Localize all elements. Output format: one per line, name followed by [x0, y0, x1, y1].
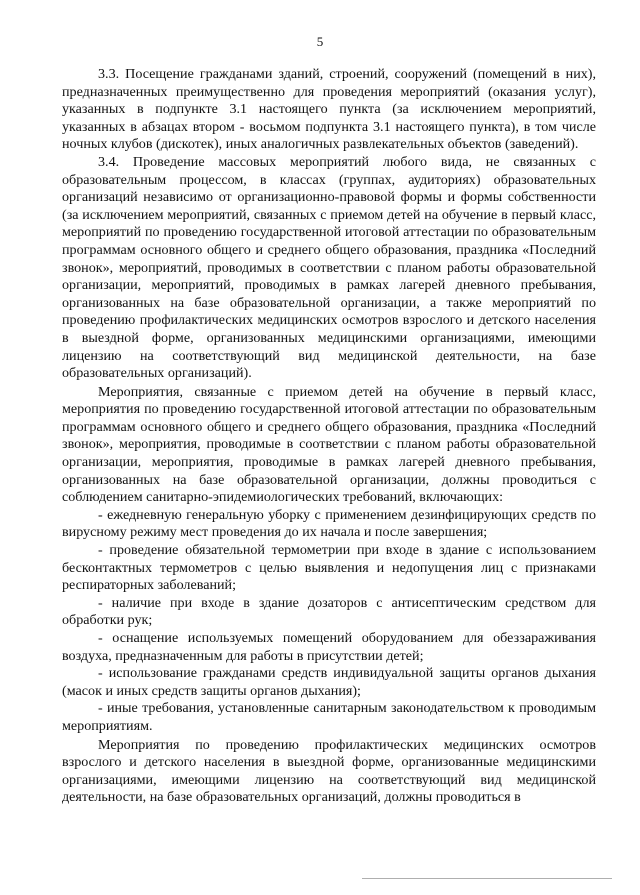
list-item-other-requirements: - иные требования, установленные санитарным законодательством к проводимым мероприятиям. [62, 700, 596, 734]
list-item-masks: - использование гражданами средств индивидуальной защиты органов дыхания (масок и иных средств защиты органов дыхания); [62, 665, 596, 699]
paragraph-medical-checkups: Мероприятия по проведению профилактических медицинских осмотров взрослого и детского населения в выездной форме, организованные медицинскими организациями, имеющими лицензию на соответствующий вид медицинской деятельности, на базе образовательных организаций, должны проводиться в [62, 736, 596, 806]
list-item-air-disinfection: - оснащение используемых помещений оборудованием для обеззараживания воздуха, предназначенным для работы в присутствии детей; [62, 630, 596, 664]
document-body [62, 66, 596, 807]
page-number: 5 [316, 34, 324, 49]
paragraph-3-4: 3.4. Проведение массовых мероприятий любого вида, не связанных с образовательным процессом, в классах (группах, аудиториях) образовательных организаций независимо от организационно-правовой формы и формы собственности (за исключением мероприятий, связанных с приемом детей на обучение в первый класс, мероприятий по проведению государственной итоговой аттестации по образовательным программам основного общего и среднего общего образования, праздника «Последний звонок», мероприятий, проводимых в соответствии с планом работы образовательной организации, мероприятий, проводимых в рамках лагерей дневного пребывания, организованных на базе образовательной организации, а также мероприятий по проведению профилактических медицинских осмотров взрослого и детского населения в выездной форме, организованных медицинскими организациями, имеющими лицензию на соответствующий вид медицинской деятельности, на базе образовательных организаций). [62, 153, 596, 382]
scan-edge-line [362, 878, 612, 879]
list-item-antiseptic-dispensers: - наличие при входе в здание дозаторов с антисептическим средством для обработки рук; [62, 594, 596, 629]
paragraph-3-3: 3.3. Посещение гражданами зданий, строений, сооружений (помещений в них), предназначенных преимущественно для проведения мероприятий (оказания услуг), указанных в подпункте 3.1 настоящего пункта (за исключением мероприятий, указанных в абзацах втором - восьмом подпункта 3.1 настоящего пункта), в том числе ночных клубов (дискотек), иных аналогичных развлекательных объектов (заведений). [62, 66, 596, 153]
list-item-daily-cleaning: - ежедневную генеральную уборку с применением дезинфицирующих средств по вирусному режиму мест проведения до их начала и после завершения; [62, 506, 596, 541]
paragraph-events-requirements: Мероприятия, связанные с приемом детей на обучение в первый класс, мероприятия по проведению государственной итоговой аттестации по образовательным программам основного общего и среднего общего образования, праздника «Последний звонок», мероприятия, проводимые в соответствии с планом работы образовательной организации, мероприятия, проводимые в рамках лагерей дневного пребывания, организованных на базе образовательной организации, должны проводиться с соблюдением санитарно-эпидемиологических требований, включающих: [62, 383, 596, 506]
list-item-thermometry: - проведение обязательной термометрии при входе в здание с использованием бесконтактных термометров с целью выявления и недопущения лиц с признаками респираторных заболеваний; [62, 542, 596, 594]
